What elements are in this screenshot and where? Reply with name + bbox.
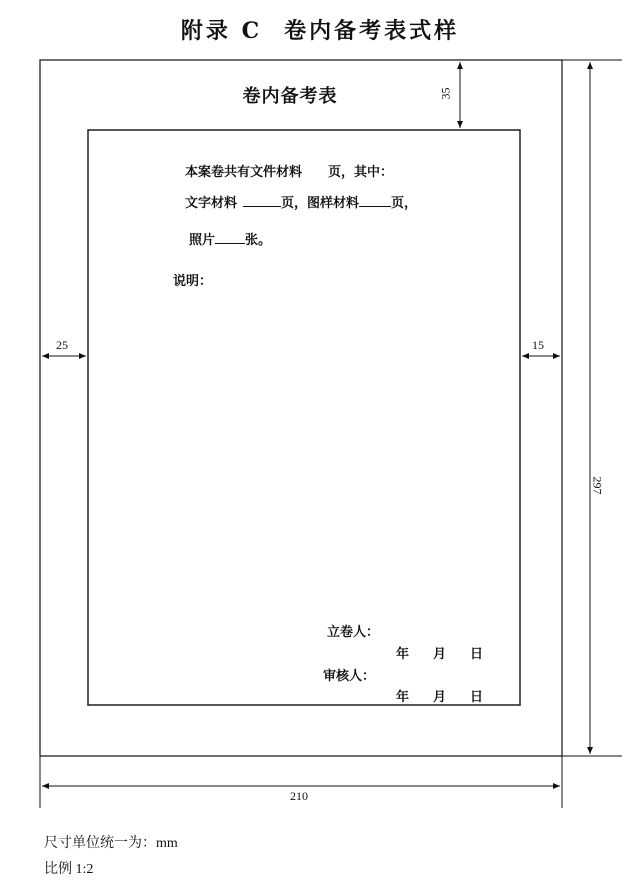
form-drawing-blank <box>359 194 391 207</box>
footer-scale-note: 比例 1:2 <box>44 862 94 877</box>
sheet-title: 卷内备考表 <box>242 86 338 107</box>
dim-top-label: 35 <box>438 87 453 100</box>
inner-frame-border <box>88 130 520 705</box>
form-text-blank <box>243 194 281 207</box>
dim-width-label: 210 <box>290 789 308 803</box>
form-line-2 <box>185 192 417 211</box>
form-text-label: 文字材料 <box>185 196 238 211</box>
filer-year: 年 <box>396 647 410 662</box>
filer-day: 日 <box>470 647 484 662</box>
form-photo-blank <box>215 231 245 244</box>
form-drawing-label: 页，图样材料 <box>281 196 360 211</box>
filer-date <box>396 643 483 662</box>
appendix-name: 卷内备考表式样 <box>284 18 460 44</box>
form-total-label: 本案卷共有文件材料 <box>185 165 303 180</box>
filer-month: 月 <box>433 647 447 662</box>
form-note-label: 说明： <box>173 274 213 289</box>
reviewer-label: 审核人： <box>323 669 376 684</box>
reviewer-year: 年 <box>396 690 410 705</box>
form-photo-label: 照片 <box>189 233 216 248</box>
form-line-1 <box>185 161 393 180</box>
dim-height-label: 297 <box>590 476 605 495</box>
appendix-label: 附录 C <box>180 18 263 44</box>
form-drawing-suffix: 页， <box>391 196 418 211</box>
form-total-blank <box>302 164 328 176</box>
footer-unit-note: 尺寸单位统一为：mm <box>44 836 178 851</box>
form-line-3 <box>189 229 271 248</box>
reviewer-month: 月 <box>433 690 447 705</box>
reviewer-day: 日 <box>470 690 484 705</box>
form-photo-suffix: 张。 <box>245 233 272 248</box>
dim-right-label: 15 <box>532 338 544 352</box>
filer-label: 立卷人： <box>327 625 380 640</box>
dim-left-label: 25 <box>56 338 68 352</box>
form-total-suffix: 页，其中： <box>328 165 394 180</box>
reviewer-date <box>396 686 483 705</box>
